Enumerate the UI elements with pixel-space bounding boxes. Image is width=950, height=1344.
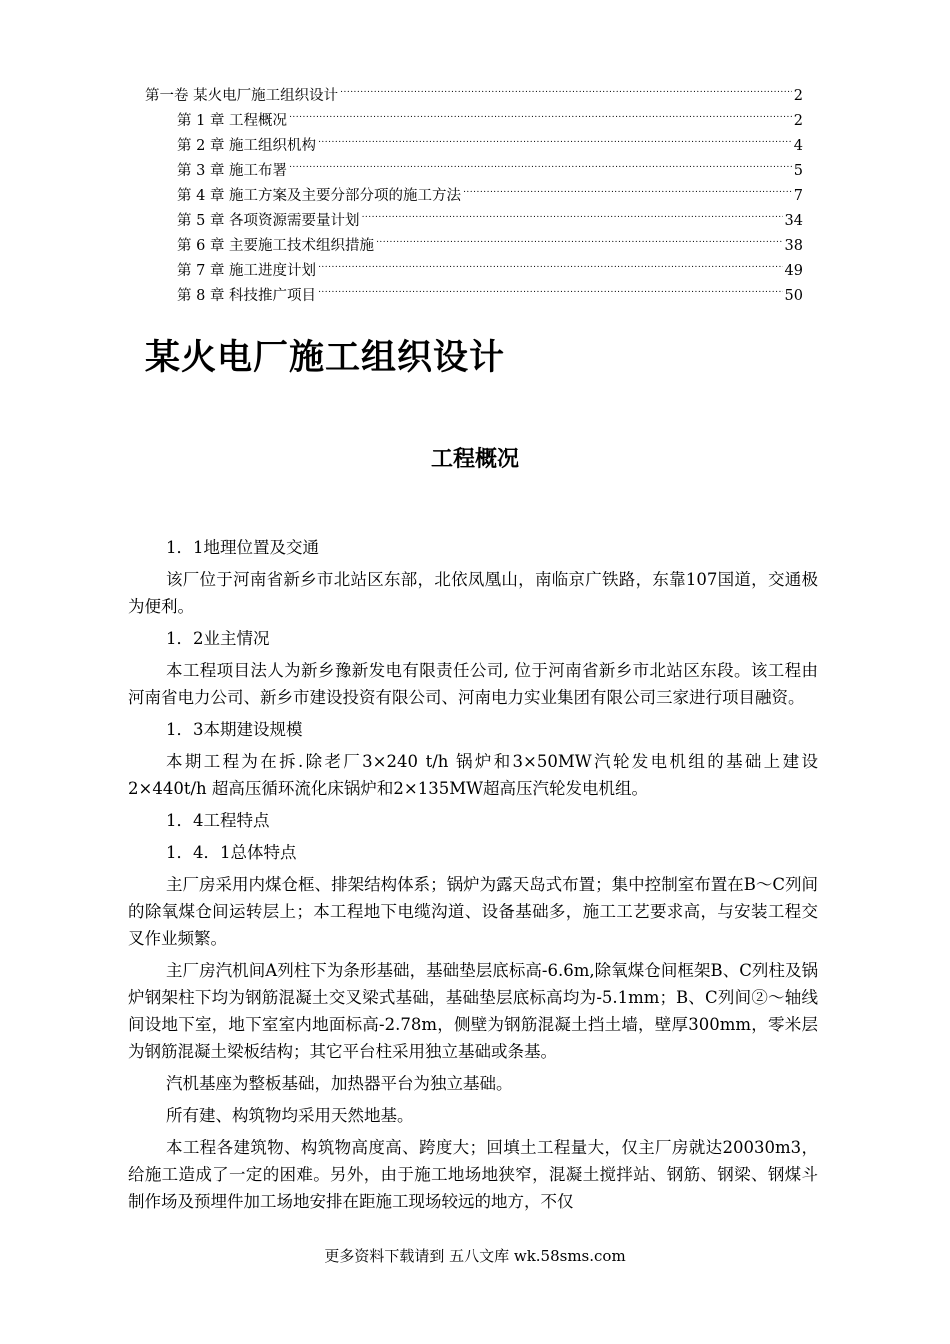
paragraph: 该厂位于河南省新乡市北站区东部，北依凤凰山，南临京广铁路，东靠107国道，交通极为便利。 bbox=[128, 570, 818, 616]
toc-entry-title: 第 6 章 主要施工技术组织措施 bbox=[177, 238, 375, 254]
toc-entry[interactable] bbox=[177, 257, 803, 280]
paragraph: 汽机基座为整板基础，加热器平台为独立基础。 bbox=[166, 1074, 513, 1093]
toc-leader-dots bbox=[318, 257, 782, 275]
toc-entry-title: 第 3 章 施工布署 bbox=[177, 163, 288, 179]
document-body bbox=[128, 534, 818, 1220]
toc-entry-page: 4 bbox=[793, 138, 803, 154]
subheading-1-4-1: 1．4．1总体特点 bbox=[166, 843, 297, 862]
toc-entry-title: 第 2 章 施工组织机构 bbox=[177, 138, 317, 154]
paragraph: 本工程各建筑物、构筑物高度高、跨度大；回填土工程量大，仅主厂房就达20030m3，给施工造成了一定的困难。另外，由于施工地场地狭窄，混凝土搅拌站、钢筋、钢梁、钢煤斗制作场及预埋件加工场地安排在距施工现场较远的地方，不仅 bbox=[128, 1138, 818, 1211]
paragraph: 本工程项目法人为新乡豫新发电有限责任公司, 位于河南省新乡市北站区东段。该工程由河南省电力公司、新乡市建设投资有限公司、河南电力实业集团有限公司三家进行项目融资。 bbox=[128, 661, 818, 707]
toc-entry[interactable] bbox=[177, 232, 803, 255]
document-title: 某火电厂施工组织设计 bbox=[145, 338, 506, 378]
section-title: 工程概况 bbox=[430, 447, 519, 472]
subheading-1-3: 1．3本期建设规模 bbox=[166, 720, 303, 739]
subheading-1-4: 1．4工程特点 bbox=[166, 811, 270, 830]
toc-leader-dots bbox=[340, 82, 792, 100]
toc-entry-title: 第 4 章 施工方案及主要分部分项的施工方法 bbox=[177, 188, 462, 204]
toc-entry-title: 第 1 章 工程概况 bbox=[177, 113, 288, 129]
toc-leader-dots bbox=[362, 207, 783, 225]
toc-entry-title: 第 5 章 各项资源需要量计划 bbox=[177, 213, 360, 229]
toc-entry-page: 2 bbox=[793, 113, 803, 129]
toc-leader-dots bbox=[289, 107, 792, 125]
page-footer: 更多资料下载请到 五八文库 wk.58sms.com bbox=[324, 1247, 626, 1265]
paragraph: 主厂房采用内煤仓框、排架结构体系；锅炉为露天岛式布置；集中控制室布置在B～C列间的除氧煤仓间运转层上；本工程地下电缆沟道、设备基础多，施工工艺要求高，与安装工程交叉作业频繁。 bbox=[128, 875, 818, 948]
toc-entry-page: 7 bbox=[793, 188, 803, 204]
paragraph: 所有建、构筑物均采用天然地基。 bbox=[166, 1106, 414, 1125]
paragraph: 主厂房汽机间A列柱下为条形基础，基础垫层底标高-6.6m,除氧煤仓间框架B、C列柱及锅炉钢架柱下均为钢筋混凝土交叉梁式基础，基础垫层底标高均为-5.1mm；B、C列间②～轴线间设地下室，地下室室内地面标高-2.78m，侧壁为钢筋混凝土挡土墙，壁厚300mm，零米层为钢筋混凝土梁板结构；其它平台柱采用独立基础或条基。 bbox=[128, 961, 818, 1061]
toc-entry[interactable] bbox=[145, 82, 803, 105]
toc-entry-page: 5 bbox=[793, 163, 803, 179]
toc-entry-page: 34 bbox=[784, 213, 803, 229]
toc-entry-title: 第一卷 某火电厂施工组织设计 bbox=[145, 88, 339, 104]
toc-leader-dots bbox=[318, 282, 782, 300]
toc-entry-page: 49 bbox=[784, 263, 803, 279]
toc-entry[interactable] bbox=[177, 132, 803, 155]
subheading-1-2: 1．2业主情况 bbox=[166, 629, 270, 648]
toc-entry-page: 50 bbox=[784, 288, 803, 304]
toc-leader-dots bbox=[318, 132, 792, 150]
toc-leader-dots bbox=[463, 182, 792, 200]
toc-entry[interactable] bbox=[177, 107, 803, 130]
paragraph: 本期工程为在拆.除老厂3×240 t/h 锅炉和3×50MW汽轮发电机组的基础上建设2×440t/h 超高压循环流化床锅炉和2×135MW超高压汽轮发电机组。 bbox=[128, 752, 818, 798]
toc-entry[interactable] bbox=[177, 157, 803, 180]
toc-leader-dots bbox=[376, 232, 782, 250]
toc-leader-dots bbox=[289, 157, 792, 175]
toc-entry[interactable] bbox=[177, 207, 803, 230]
toc-entry[interactable] bbox=[177, 282, 803, 305]
toc-entry-page: 38 bbox=[784, 238, 803, 254]
toc-entry-page: 2 bbox=[793, 88, 803, 104]
subheading-1-1: 1．1地理位置及交通 bbox=[166, 538, 319, 557]
toc-entry-title: 第 7 章 施工进度计划 bbox=[177, 263, 317, 279]
toc-entry[interactable] bbox=[177, 182, 803, 205]
toc-entry-title: 第 8 章 科技推广项目 bbox=[177, 288, 317, 304]
